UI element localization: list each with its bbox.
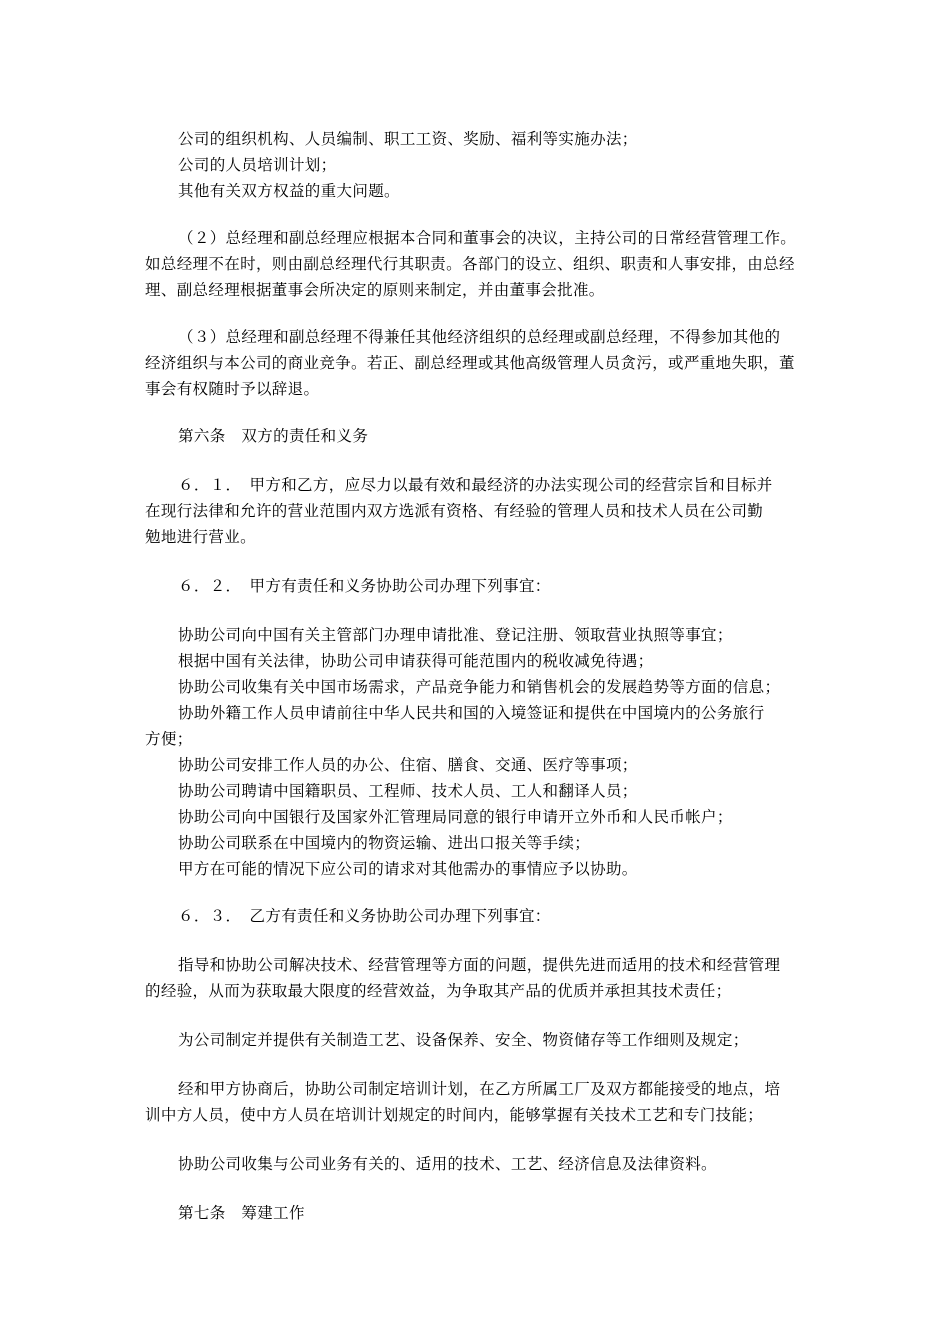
text-line: 理、副总经理根据董事会所决定的原则来制定，并由董事会批准。: [145, 281, 605, 299]
text-line: 其他有关双方权益的重大问题。: [178, 182, 400, 200]
text-line: ６．２． 甲方有责任和义务协助公司办理下列事宜：: [178, 577, 551, 595]
text-line: ６．１． 甲方和乙方，应尽力以最有效和最经济的办法实现公司的经营宗旨和目标并: [178, 476, 773, 494]
text-line: 公司的组织机构、人员编制、职工工资、奖励、福利等实施办法；: [178, 130, 638, 148]
list-item: 协助公司安排工作人员的办公、住宿、膳食、交通、医疗等事项；: [178, 756, 638, 774]
list-item: 协助公司聘请中国籍职员、工程师、技术人员、工人和翻译人员；: [178, 782, 638, 800]
text-line: 指导和协助公司解决技术、经营管理等方面的问题，提供先进而适用的技术和经营管理: [178, 956, 781, 974]
text-line: 协助公司收集与公司业务有关的、适用的技术、工艺、经济信息及法律资料。: [178, 1155, 717, 1173]
list-item: 协助公司向中国有关主管部门办理申请批准、登记注册、领取营业执照等事宜；: [178, 626, 733, 644]
list-item: 协助公司向中国银行及国家外汇管理局同意的银行申请开立外币和人民币帐户；: [178, 808, 733, 826]
text-line: 如总经理不在时，则由副总经理代行其职责。各部门的设立、组织、职责和人事安排，由总经: [145, 255, 795, 273]
list-item: 协助公司收集有关中国市场需求，产品竞争能力和销售机会的发展趋势等方面的信息；: [178, 678, 781, 696]
text-line: 公司的人员培训计划；: [178, 156, 337, 174]
text-line: 的经验，从而为获取最大限度的经营效益，为争取其产品的优质并承担其技术责任；: [145, 982, 732, 1000]
text-line: 经和甲方协商后，协助公司制定培训计划，在乙方所属工厂及双方都能接受的地点，培: [178, 1080, 781, 1098]
text-line: 在现行法律和允许的营业范围内双方选派有资格、有经验的管理人员和技术人员在公司勤: [145, 502, 764, 520]
list-item: 协助公司联系在中国境内的物资运输、进出口报关等手续；: [178, 834, 591, 852]
section-heading: 第七条 筹建工作: [178, 1204, 305, 1222]
text-line: 为公司制定并提供有关制造工艺、设备保养、安全、物资储存等工作细则及规定；: [178, 1031, 749, 1049]
text-line: 事会有权随时予以辞退。: [145, 380, 320, 398]
text-line: （３）总经理和副总经理不得兼任其他经济组织的总经理或副总经理，不得参加其他的: [178, 328, 781, 346]
list-item: 甲方在可能的情况下应公司的请求对其他需办的事情应予以协助。: [178, 860, 638, 878]
list-item: 方便；: [145, 730, 193, 748]
text-line: 经济组织与本公司的商业竞争。若正、副总经理或其他高级管理人员贪污，或严重地失职，董: [145, 354, 795, 372]
list-item: 协助外籍工作人员申请前往中华人民共和国的入境签证和提供在中国境内的公务旅行: [178, 704, 765, 722]
section-heading: 第六条 双方的责任和义务: [178, 427, 369, 445]
text-line: 勉地进行营业。: [145, 528, 256, 546]
text-line: ６．３． 乙方有责任和义务协助公司办理下列事宜：: [178, 907, 551, 925]
text-line: 训中方人员，使中方人员在培训计划规定的时间内，能够掌握有关技术工艺和专门技能；: [145, 1106, 764, 1124]
list-item: 根据中国有关法律，协助公司申请获得可能范围内的税收减免待遇；: [178, 652, 654, 670]
text-line: （２）总经理和副总经理应根据本合同和董事会的决议，主持公司的日常经营管理工作。: [178, 229, 797, 247]
